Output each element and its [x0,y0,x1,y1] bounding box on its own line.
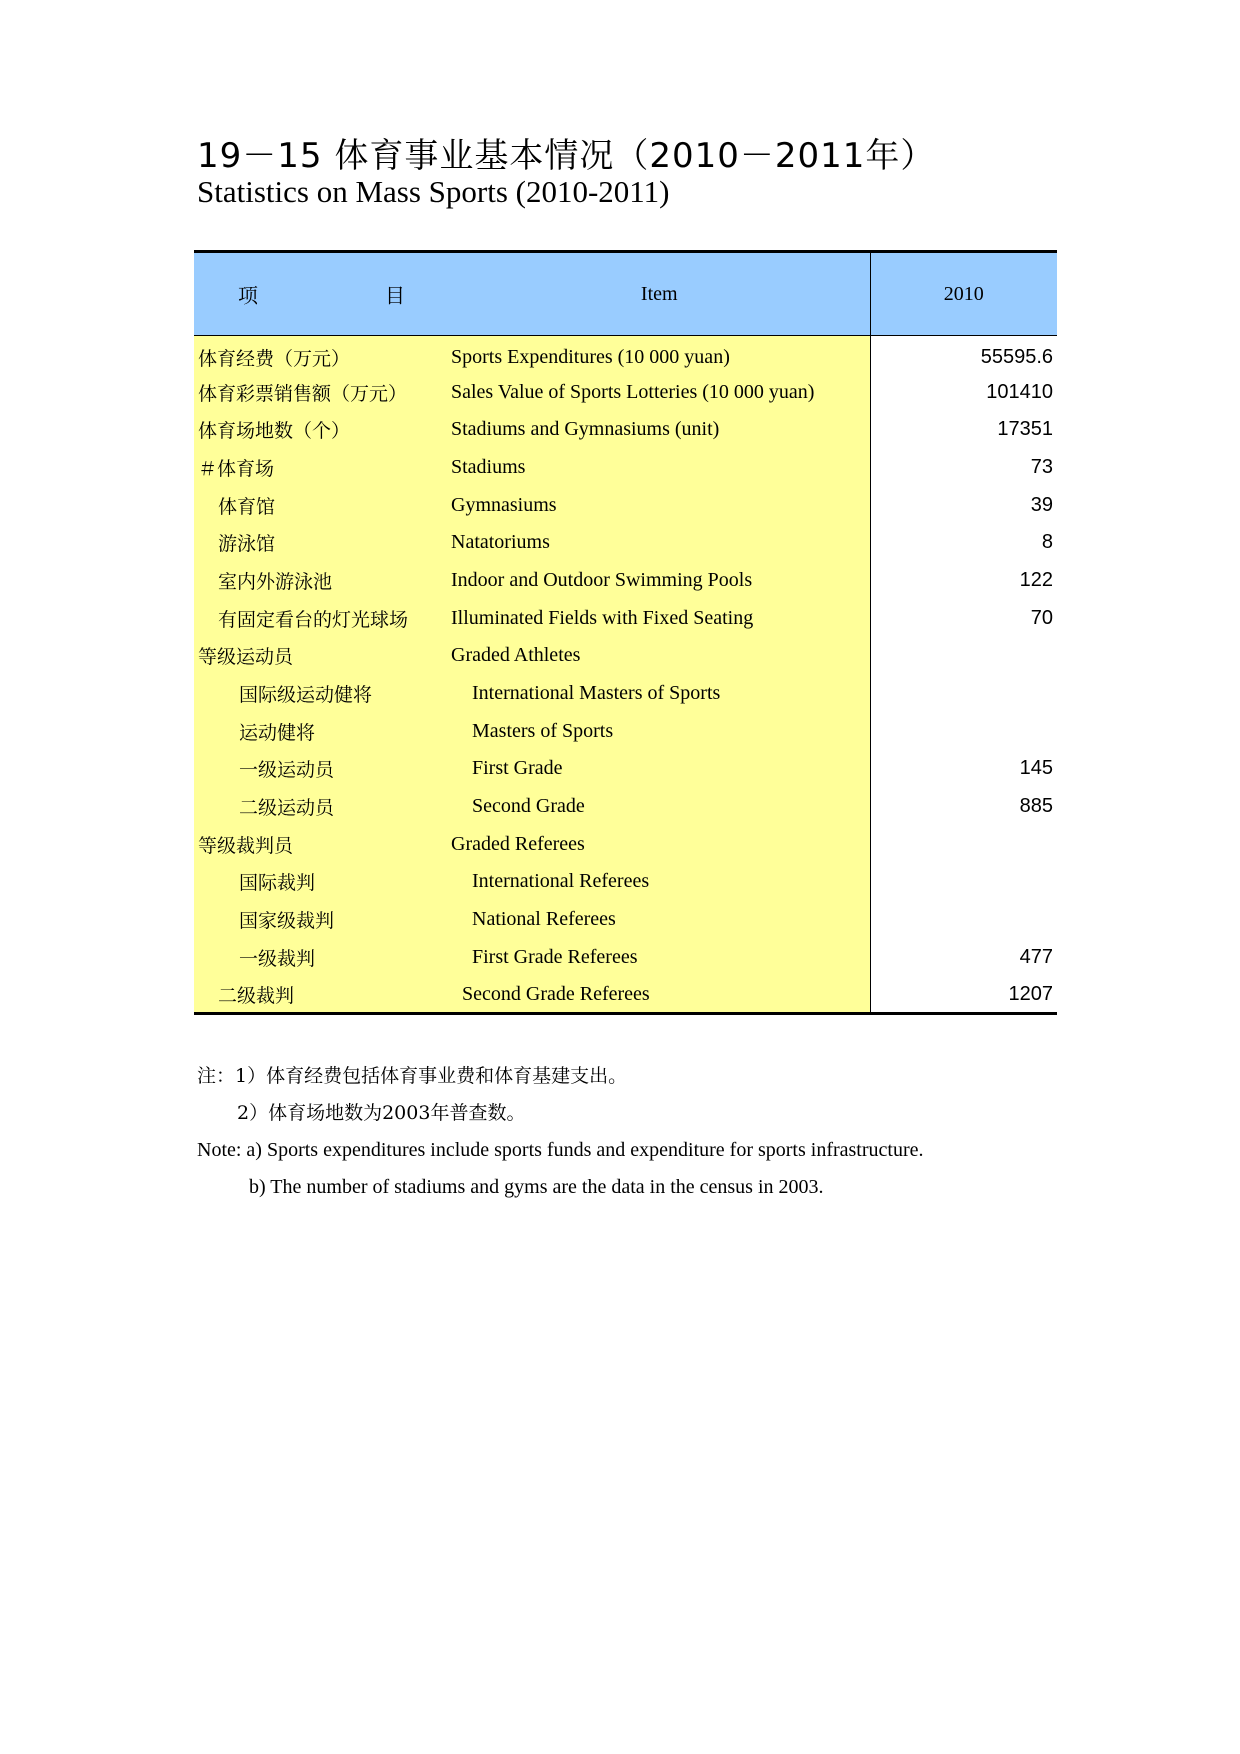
row-label-chinese: 一级裁判 [194,939,449,977]
row-label-chinese: 有固定看台的灯光球场 [194,599,449,637]
table-row [194,486,1057,524]
row-label-english: International Referees [449,863,870,901]
row-label-chinese: 二级裁判 [194,976,449,1014]
row-label-english: Stadiums and Gymnasiums (unit) [449,411,870,449]
note-chinese-1: 注：1）体育经费包括体育事业费和体育基建支出。 [197,1065,628,1087]
notes-section [197,1058,1197,1206]
row-label-english: Natatoriums [449,524,870,562]
row-label-english: Sports Expenditures (10 000 yuan) [449,336,870,374]
note-english-2: b) The number of stadiums and gyms are the data in the census in 2003. [249,1176,824,1198]
table-row [194,825,1057,863]
note-chinese-2: 2）体育场地数为2003年普查数。 [237,1102,526,1124]
row-value: 101410 [870,373,1057,411]
row-value [870,712,1057,750]
note-english-1: Note: a) Sports expenditures include sports funds and expenditure for sports infrastructure. [197,1139,924,1161]
row-label-chinese: 室内外游泳池 [194,562,449,600]
row-label-english: Second Grade Referees [449,976,870,1014]
row-label-english: National Referees [449,901,870,939]
row-label-chinese: 体育馆 [194,486,449,524]
row-value [870,825,1057,863]
row-label-chinese: 国际级运动健将 [194,675,449,713]
row-label-chinese: 游泳馆 [194,524,449,562]
header-item-chinese [194,252,449,336]
row-label-english: International Masters of Sports [449,675,870,713]
row-value [870,901,1057,939]
row-label-chinese: 等级运动员 [194,637,449,675]
row-label-chinese: 运动健将 [194,712,449,750]
row-label-english: Graded Referees [449,825,870,863]
row-label-english: Masters of Sports [449,712,870,750]
row-value: 477 [870,939,1057,977]
row-label-english: Second Grade [449,788,870,826]
row-label-english: Indoor and Outdoor Swimming Pools [449,562,870,600]
table-row [194,712,1057,750]
header-item-chinese-part1: 项 [238,283,258,308]
table-row [194,411,1057,449]
statistics-table-container [194,250,1057,1015]
row-label-chinese: 等级裁判员 [194,825,449,863]
row-value: 70 [870,599,1057,637]
table-row [194,863,1057,901]
row-label-english: Stadiums [449,449,870,487]
row-value: 39 [870,486,1057,524]
row-label-chinese: 体育彩票销售额（万元） [194,373,449,411]
table-row [194,336,1057,374]
row-label-english: Graded Athletes [449,637,870,675]
table-row [194,901,1057,939]
table-row [194,599,1057,637]
table-row [194,637,1057,675]
row-label-chinese: 二级运动员 [194,788,449,826]
statistics-table [194,250,1057,1015]
table-row [194,788,1057,826]
table-row [194,562,1057,600]
table-row [194,939,1057,977]
row-label-chinese: 体育场地数（个） [194,411,449,449]
row-label-chinese: 国家级裁判 [194,901,449,939]
page-title-chinese: 19－15 体育事业基本情况（2010－2011年） [197,136,936,176]
row-value: 122 [870,562,1057,600]
table-row [194,976,1057,1014]
row-value: 885 [870,788,1057,826]
row-label-chinese: 体育经费（万元） [194,336,449,374]
row-label-english: First Grade [449,750,870,788]
table-row [194,750,1057,788]
row-label-english: Illuminated Fields with Fixed Seating [449,599,870,637]
table-header-row [194,252,1057,336]
table-row [194,373,1057,411]
table-row [194,675,1057,713]
row-value: 1207 [870,976,1057,1014]
row-value: 17351 [870,411,1057,449]
row-label-english: First Grade Referees [449,939,870,977]
header-year: 2010 [870,252,1057,336]
table-row [194,524,1057,562]
row-value: 8 [870,524,1057,562]
row-value: 55595.6 [870,336,1057,374]
row-value [870,863,1057,901]
page-title-english: Statistics on Mass Sports (2010-2011) [197,174,670,209]
row-label-chinese: ＃体育场 [194,449,449,487]
row-label-chinese: 国际裁判 [194,863,449,901]
row-value: 73 [870,449,1057,487]
row-label-english: Gymnasiums [449,486,870,524]
row-label-chinese: 一级运动员 [194,750,449,788]
row-label-english: Sales Value of Sports Lotteries (10 000 yuan) [449,373,870,411]
table-row [194,449,1057,487]
row-value [870,637,1057,675]
header-item-english: Item [449,252,870,336]
row-value [870,675,1057,713]
row-value: 145 [870,750,1057,788]
header-item-chinese-part2: 目 [385,283,405,308]
